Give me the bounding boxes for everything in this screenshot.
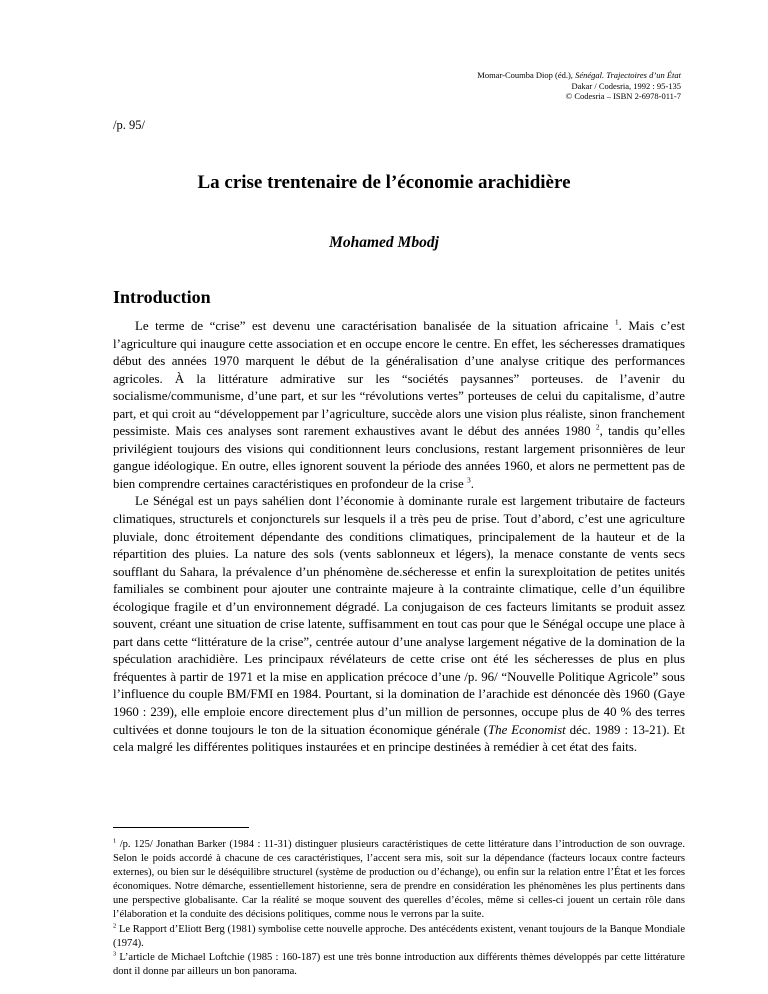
source-editor: Momar-Coumba Diop (éd.),	[477, 70, 576, 80]
article-author: Mohamed Mbodj	[329, 234, 439, 251]
footnote-ref-3[interactable]: 3	[466, 475, 471, 485]
source-book-title: Sénégal. Trajectoires d’un État	[575, 70, 681, 80]
article-title: La crise trentenaire de l’économie arachidière	[197, 172, 571, 193]
paragraph-2-text-b: déc. 1989 : 13-21). Et cela malgré les différentes politiques instaurées et en principe destinées à remédier à cet état des faits.	[113, 722, 685, 755]
paragraph-1-text-b: . Mais c’est l’agriculture qui inaugure cette association et en occupe encore le centre. En effet, les sécheresses dramatiques début des années 1970 marquent le début de la généralisation d’une analyse critique des performances agricoles. À la littérature admirative sur les “sociétés paysannes” porteuses. de l’avenir du socialisme/communisme, d’une part, et sur les “révolutions vertes” porteuses de celui du capitalisme, d’autre part, et qui croit au “développement par l’agriculture, succède alors une vision plus réaliste, sinon franchement pessimiste. Mais ces analyses sont rarement exhaustives avant le début des années 1980	[113, 319, 685, 439]
footnote-text: Le Rapport d’Eliott Berg (1981) symbolise cette nouvelle approche. Des antécédents existent, venant toujours de la Banque Mondiale (1974).	[113, 923, 685, 949]
footnote-number: 2	[113, 922, 117, 930]
footnote-3	[113, 951, 685, 979]
paragraph-1-text-a: Le terme de “crise” est devenu une caractérisation banalisée de la situation africaine	[135, 319, 615, 333]
source-line-2: Dakar / Codesria, 1992 : 95-135	[571, 80, 681, 91]
footnote-number: 3	[113, 950, 117, 958]
journal-title: The Economist	[487, 722, 566, 737]
footnote-ref-2[interactable]: 2	[595, 422, 600, 432]
paragraph-1-text-c: , tandis qu’elles privilégient toujours des visions qui conditionnent leurs conclusions, restant largement prisonnières de leur gangue idéologique. En outre, elles ignorent souvent la période des années 1960, et alors ne permettent pas de bien comprendre certaines caractéristiques en profondeur de la crise	[113, 424, 685, 491]
paragraph-1-text-d: .	[470, 476, 474, 491]
footnote-text: L’article de Michael Loftchie (1985 : 160-187) est une très bonne introduction aux différents thèmes développés par cette littérature dont il donne par ailleurs un bon panorama.	[113, 951, 685, 977]
source-line-3: © Codesria – ISBN 2-6978-011-7	[565, 91, 681, 101]
footnote-1	[113, 838, 685, 923]
footnote-separator	[113, 827, 249, 828]
body-text	[113, 318, 685, 757]
footnote-text: /p. 125/ Jonathan Barker (1984 : 11-31) distinguer plusieurs caractéristiques de cette littérature dans l’introduction de son ouvrage. Selon le poids accordé à chacune de ces caractéristiques, l’accent sera mis, soit sur la dépendance (facteurs locaux contre facteurs externes), ou bien sur le déséquilibre structurel (système de production ou d’échange), ou enfin sur la relation entre l’État et les forces économiques. Notre démarche, essentiellement historienne, sera de prendre en considération les phénomènes les plus pertinents dans une perspective globalisante. Car la réalité se moque souvent des querelles d’écoles, même si celles-ci jouent un certain rôle dans l’élaboration et la conduite des décisions politiques, comme nous le verrons par la suite.	[113, 839, 685, 921]
source-reference	[381, 70, 681, 102]
paragraph-2	[113, 493, 685, 756]
page-marker: /p. 95/	[113, 118, 145, 132]
source-line-1	[381, 70, 681, 81]
section-heading: Introduction	[113, 287, 211, 307]
paragraph-2-text-a: Le Sénégal est un pays sahélien dont l’économie à dominante rurale est largement tributaire de facteurs climatiques, structurels et conjoncturels sur lesquels il a très peu de prise. Tout d’abord, c’est une agriculture pluviale, donc étroitement dépendante des conditions climatiques, principalement de la hauteur et de la répartition des pluies. La nature des sols (vents sablonneux et légers), la menace constante de vents secs soufflant du Sahara, la prévalence d’un phénomène de.sécheresse et enfin la surexploitation de petites unités familiales se combinent pour ajouter une contrainte majeure à la contrainte climatique, celle d’un équilibre écologique fragile et d’un environnement dégradé. La conjugaison de ces facteurs limitants se produit assez souvent, créant une situation de crise latente, suffisamment en tout cas pour que le Sénégal occupe une place à part dans cette “littérature de la crise”, centrée autour d’une analyse largement négative de la domination de la spéculation arachidière. Les principaux révélateurs de cette crise ont été les sécheresses de plus en plus fréquentes à partir de 1971 et la mise en application précoce d’une /p. 96/ “Nouvelle Politique Agricole” sous l’influence du couple BM/FMI en 1984. Pourtant, si la domination de l’arachide est dénoncée dès 1960 (Gaye 1960 : 239), elle emploie encore directement plus d’un million de personnes, occupe plus de 40 % des terres cultivées et donne toujours le ton de la situation économique générale (	[113, 494, 685, 737]
footnotes	[113, 838, 685, 979]
paragraph-1	[113, 318, 685, 493]
footnote-number: 1	[113, 837, 117, 845]
footnote-ref-1[interactable]: 1	[614, 317, 619, 327]
footnote-2	[113, 923, 685, 951]
